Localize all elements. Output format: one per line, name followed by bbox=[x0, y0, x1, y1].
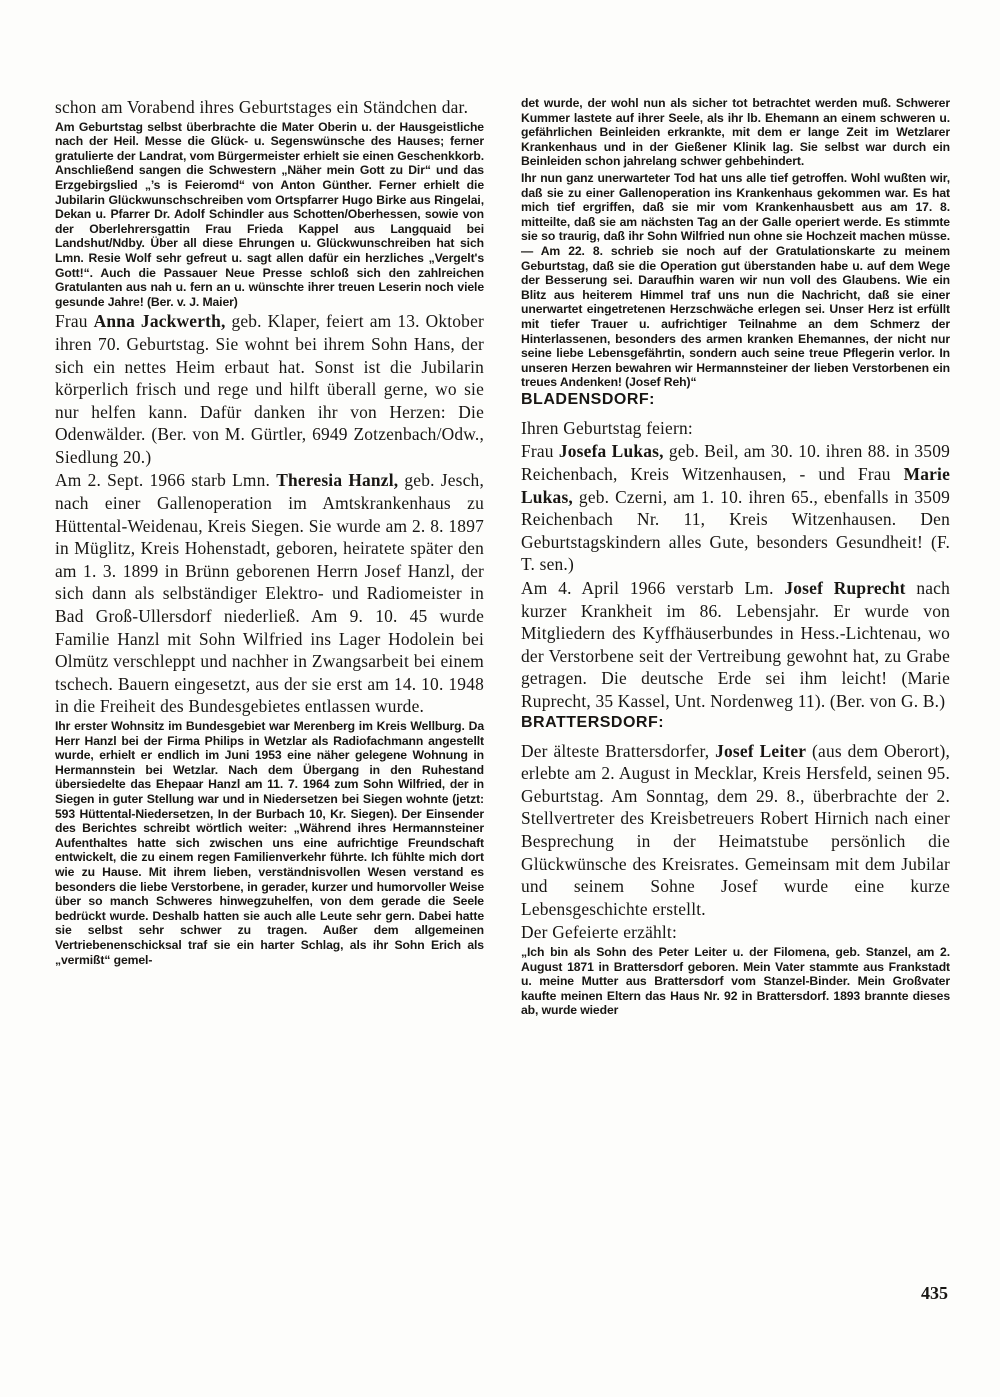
two-column-layout bbox=[55, 96, 950, 1018]
emphasized-name: Marie Lukas, bbox=[521, 464, 950, 507]
text-segment: det wurde, der wohl nun als sicher tot betrachtet werden muß. Schwerer Kummer lastete auf ihrer Seele, als ihr lb. Ehemann an einem schweren u. gefährlichen Beinleiden erkrankte, mit dem er lange Zeit im Wetzlarer Krankenhaus und in der Gießener Klinik lag. Sie selbst war durch ein Beinleiden schon jahrelang schwer gehbehindert. bbox=[521, 96, 950, 169]
section-heading bbox=[521, 391, 950, 409]
emphasized-name: Theresia Hanzl, bbox=[276, 470, 399, 491]
text-segment: geb. Czerni, am 1. 10. ihren 65., ebenfalls in 3509 Reichenbach Nr. 11, Kreis Witzenhausen. Den Geburtstagskindern alles Gute, besonders Gesundheit! (F. T. sen.) bbox=[521, 486, 950, 575]
text-segment: „Ich bin als Sohn des Peter Leiter u. der Filomena, geb. Stanzel, am 2. August 1871 in Brattersdorf geboren. Mein Vater stammte aus Frankstadt u. meine Mutter aus Brattersdorf vom Stanzel-Binder. Mein Großvater kaufte meinen Eltern das Haus Nr. 92 in Brattersdorf. 1893 brannte dieses ab, wurde wieder bbox=[521, 944, 950, 1018]
emphasized-name: Josef Ruprecht bbox=[784, 578, 906, 599]
body-paragraph bbox=[521, 440, 950, 576]
text-segment: Am 4. April 1966 verstarb Lm. bbox=[521, 578, 785, 599]
text-segment: (aus dem Oberort), erlebte am 2. August in Mecklar, Kreis Hersfeld, seinen 95. Geburtstag. Am Sonntag, dem 29. 8., überbrachte der 2. Stellvertreter des Kreisbetreuers Robert Hirnich nach einer Besprechung in der Heimatstube persönlich die Glückwünsche des Kreisrates. Gemeinsam mit dem Jubilar und seinem Sohne Josef wurde eine kurze Lebensgeschichte erstellt. bbox=[521, 740, 951, 919]
emphasized-name: Anna Jackwerth, bbox=[93, 311, 226, 332]
emphasized-name: BRATTERSDORF: bbox=[521, 713, 665, 731]
text-segment: Ihr erster Wohnsitz im Bundesgebiet war Merenberg im Kreis Wellburg. Da Herr Hanzl bei der Firma Philips in Wetzlar als Radiofachmann angestellt wurde, erhielt er endlich im Juni 1953 eine näher gelegene Wohnung in Hermannstein bei Wetzlar. Nach dem Übergang in den Ruhestand übersiedelte das Ehepaar Hanzl am 11. 7. 1964 zum Sohn Wilfried, der in Siegen in guter Stellung war und in Niedersetzen bei Siegen wohnte (jetzt: 593 Hüttental-Niedersetzen, In der Burbach 10, Kr. Siegen). Der Einsender des Berichtes schreibt wörtlich weiter: „Während ihres Hermannsteiner Aufenthaltes hatte sich zwischen uns eine aufrichtige Freundschaft entwickelt, die zu einem regen Familienverkehr führte. Ich fühlte mich dort wie zu Hause. Mit ihrem lieben, verständnisvollen Wesen verstand es besonders die liebe Verstorbene, in gerader, kurzer und humorvoller Weise über so manch Schweres hinwegzuhelfen, von dem gerade die Seele bedrückt wurde. Deshalb hatten sie auch alle Leute sehr gern. Dabei hatte sie selbst sehr schwer zu tragen. Außer dem allgemeinen Vertriebenenschicksal traf sie ein harter Schlag, als ihr Sohn Erich als „vermißt“ gemel- bbox=[55, 719, 484, 967]
body-paragraph bbox=[521, 577, 950, 713]
emphasized-name: Josef Leiter bbox=[715, 740, 807, 761]
body-paragraph bbox=[521, 740, 950, 921]
section-heading bbox=[521, 714, 950, 732]
text-segment: nach kurzer Krankheit im 86. Lebensjahr. Er wurde von Mitgliedern des Kyffhäuserbundes in Hess.-Lichtenau, wo der Verstorbene seit der Vertreibung gewohnt hat, zu Grabe getragen. Die deutsche Erde sei ihm leicht! (Marie Ruprecht, 35 Kassel, Unt. Nordenweg 11). (Ber. von G. B.) bbox=[521, 578, 950, 711]
text-segment: Am 2. Sept. 1966 starb Lmn. bbox=[55, 470, 277, 491]
column-left bbox=[55, 96, 484, 967]
small-print-paragraph bbox=[521, 96, 950, 169]
text-segment: Frau bbox=[521, 441, 559, 462]
text-segment: geb. Jesch, nach einer Gallenoperation im Amtskrankenhaus zu Hüttental-Weidenau, Kreis Siegen. Sie wurde am 2. 8. 1897 in Müglitz, Kreis Hohenstadt, geboren, heiratete später den am 1. 3. 1899 in Brünn geborenen Herrn Josef Hanzl, der sich dann als selbständiger Elektro- und Radiomeister in Bad Groß-Ullersdorf niederließ. Am 9. 10. 45 wurde Familie Hanzl mit Sohn Wilfried ins Lager Hodolein bei Olmütz verschleppt und nachher in Zwangsarbeit bei einem tschech. Bauern eingesetzt, aus der sie erst am 14. 10. 1948 in die Freiheit des Bundesgebietes entlassen wurde. bbox=[55, 470, 484, 717]
text-segment: geb. Klaper, feiert am 13. Oktober ihren 70. Geburtstag. Sie wohnt bei ihrem Sohn Hans, der sich ein nettes Heim erbaut hat. Sonst ist die Jubilarin körperlich frisch und rege und hilft überall gerne, wo sie nur helfen kann. Dafür danken ihr von Herzen: Die Odenwälder. (Ber. von M. Gürtler, 6949 Zotzenbach/Odw., Siedlung 20.) bbox=[55, 311, 484, 467]
small-print-paragraph bbox=[521, 945, 950, 1018]
text-segment: schon am Vorabend ihres Geburtstages ein Ständchen dar. bbox=[55, 97, 469, 117]
body-paragraph bbox=[55, 310, 484, 468]
small-print-paragraph bbox=[55, 120, 484, 310]
column-right bbox=[521, 96, 950, 1018]
body-paragraph bbox=[521, 417, 950, 440]
emphasized-name: Josefa Lukas, bbox=[558, 441, 664, 462]
text-segment: Ihren Geburtstag feiern: bbox=[521, 417, 693, 438]
body-paragraph bbox=[521, 921, 950, 944]
emphasized-name: BLADENSDORF: bbox=[521, 390, 655, 408]
body-paragraph bbox=[55, 469, 484, 718]
text-segment: Frau bbox=[55, 311, 94, 332]
text-segment: geb. Beil, am 30. 10. ihren 88. in 3509 Reichenbach, Kreis Witzenhausen, - und Frau bbox=[521, 441, 950, 485]
text-segment: Der Gefeierte erzählt: bbox=[521, 922, 677, 943]
text-segment: Am Geburtstag selbst überbrachte die Mater Oberin u. der Hausgeistliche nach der Heil. Messe die Glück- u. Segenswünsche des Hauses; ferner gratulierte der Landrat, vom Bürgermeister erhielt sie einen Geschenkkorb. Anschließend sangen die Schwestern „Näher mein Gott zu Dir“ und das Erzgebirgslied „’s is Feieromd“ von Anton Günther. Ferner erhielt die Jubilarin Glückwunschschreiben vom Ortspfarrer Hugo Birke aus Ringelai, Dekan u. Pfarrer Dr. Adolf Schindler aus Schotten/Oberhessen, sowie von der Oberlehrersgattin Frau Frieda Kappel aus Langquaid bei Landshut/Ndby. Über all diese Ehrungen u. Glückwunschreiben hat sich Lmn. Resie Wolf sehr gefreut u. sagt allen dafür ein herzliches „Vergelt's Gott!“. Auch die Passauer Neue Presse schloß sich den zahlreichen Gratulanten aus nah u. fern an u. wünschte ihrer treuen Leserin noch viele gesunde Jahre! (Ber. v. J. Maier) bbox=[55, 119, 484, 309]
small-print-paragraph bbox=[55, 719, 484, 967]
small-print-paragraph bbox=[521, 171, 950, 390]
page-number: 435 bbox=[921, 1283, 948, 1303]
body-paragraph bbox=[55, 96, 484, 119]
text-segment: Ihr nun ganz unerwarteter Tod hat uns alle tief getroffen. Wohl wußten wir, daß sie zu einer Gallenoperation ins Krankenhaus gekommen war. Es hat mich tief ergriffen, daß sie mir vom Krankenhausbett aus am 17. 8. mitteilte, daß sie am nächsten Tag an der Galle operiert werde. Es stimmte sie so traurig, daß ihr Sohn Wilfried nun ohne sie Hochzeit machen müsse. — Am 22. 8. schrieb sie noch auf der Gratulationskarte zu meinem Geburtstag, daß sie die Operation gut überstanden habe u. auf dem Wege der Besserung sei. Daraufhin waren wir nun voll des Glaubens. Wie ein Blitz aus heiterem Himmel traf uns nun die Nachricht, daß sie einer unerwartet eingetretenen Herzschwäche erlegen sei. Unser Herz ist erfüllt mit tiefer Trauer u. aufrichtiger Teilnahme an dem Schmerz der Hinterlassenen, besonders des armen kranken Ehemannes, der nicht nur seine liebe Lebensgefährtin, sondern auch seine treue Pflegerin verlor. In unseren Herzen bewahren wir Hermannsteiner der lieben Verstorbenen ein treues Andenken! (Josef Reh)“ bbox=[521, 170, 950, 390]
text-segment: Der älteste Brattersdorfer, bbox=[521, 740, 716, 761]
